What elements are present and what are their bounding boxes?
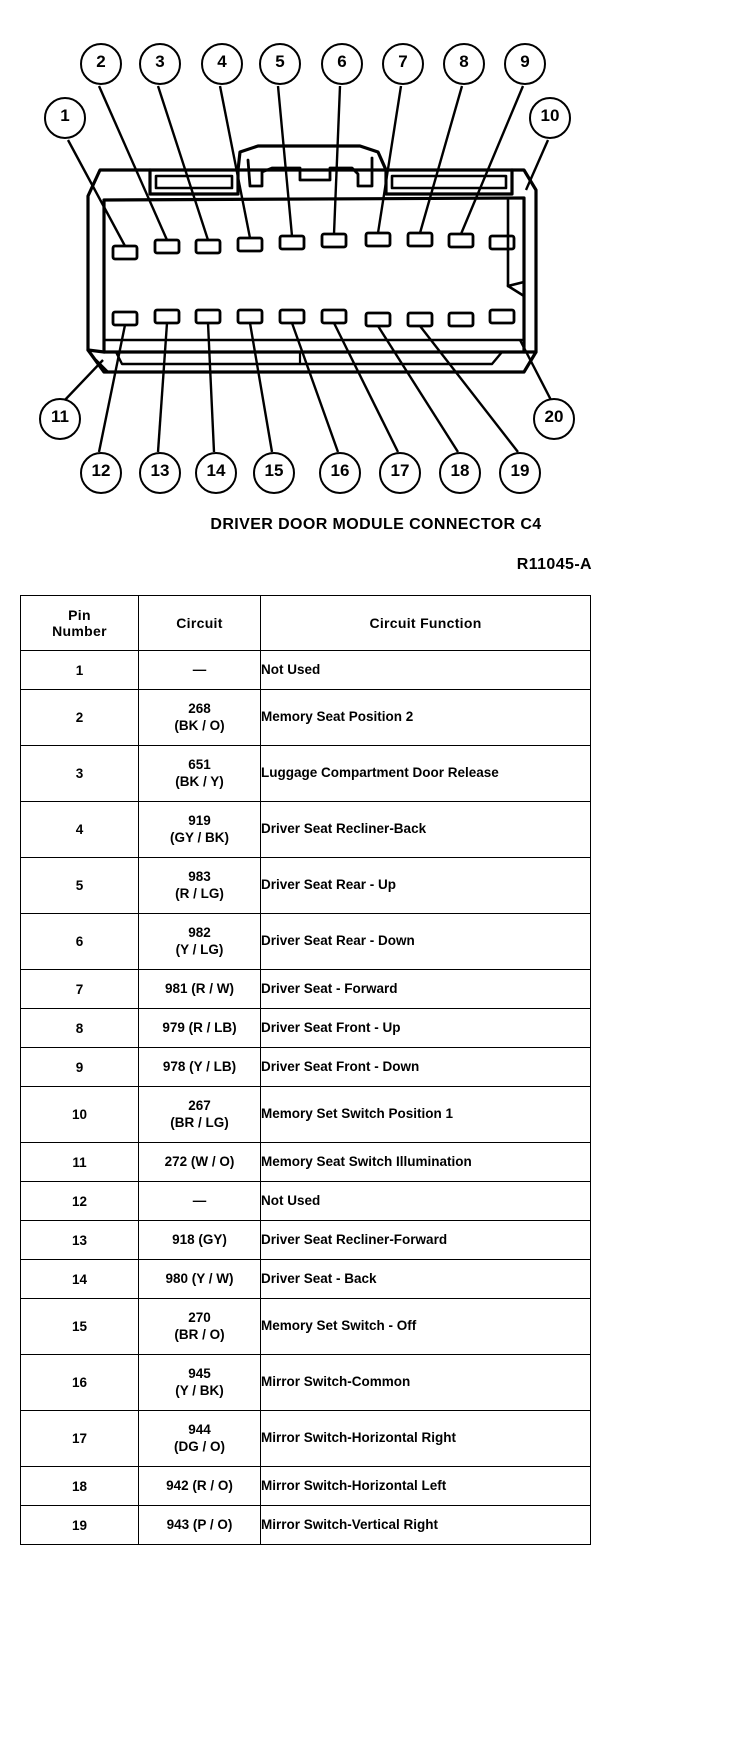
callout-pin-13: 13 xyxy=(139,452,181,494)
table-row xyxy=(21,1143,591,1182)
circuit-number: 919 xyxy=(188,812,211,828)
callout-pin-8: 8 xyxy=(443,43,485,85)
circuit-colors: (BR / LG) xyxy=(170,1114,229,1130)
cell-circuit xyxy=(139,746,261,802)
circuit-number: 267 xyxy=(188,1097,211,1113)
cell-pin-number: 16 xyxy=(21,1355,139,1411)
cell-pin-number: 18 xyxy=(21,1467,139,1506)
callout-pin-18: 18 xyxy=(439,452,481,494)
callout-pin-20: 20 xyxy=(533,398,575,440)
cell-pin-number: 19 xyxy=(21,1506,139,1545)
cell-circuit-function: Driver Seat - Forward xyxy=(261,970,591,1009)
cell-circuit xyxy=(139,1143,261,1182)
cell-circuit xyxy=(139,1411,261,1467)
pin-table xyxy=(20,595,591,1545)
callout-pin-16: 16 xyxy=(319,452,361,494)
circuit-number: 942 (R / O) xyxy=(166,1477,233,1493)
cell-circuit xyxy=(139,1355,261,1411)
circuit-number: 980 (Y / W) xyxy=(165,1270,234,1286)
cell-pin-number: 17 xyxy=(21,1411,139,1467)
circuit-number: 270 xyxy=(188,1309,211,1325)
table-row xyxy=(21,1260,591,1299)
table-body xyxy=(21,651,591,1545)
table-row xyxy=(21,1009,591,1048)
circuit-number: 979 (R / LB) xyxy=(162,1019,237,1035)
cell-circuit-function: Driver Seat Rear - Up xyxy=(261,858,591,914)
callout-pin-17: 17 xyxy=(379,452,421,494)
cell-circuit-function: Driver Seat - Back xyxy=(261,1260,591,1299)
cell-pin-number: 9 xyxy=(21,1048,139,1087)
circuit-number: 983 xyxy=(188,868,211,884)
table-header-row xyxy=(21,596,591,651)
cell-pin-number: 7 xyxy=(21,970,139,1009)
table-row xyxy=(21,1087,591,1143)
cell-circuit xyxy=(139,651,261,690)
circuit-number: — xyxy=(192,661,207,677)
cell-circuit-function: Driver Seat Front - Up xyxy=(261,1009,591,1048)
table-row xyxy=(21,651,591,690)
table-row xyxy=(21,858,591,914)
circuit-number: 651 xyxy=(188,756,211,772)
cell-circuit-function: Mirror Switch-Horizontal Left xyxy=(261,1467,591,1506)
circuit-number: 981 (R / W) xyxy=(164,980,234,996)
table-row xyxy=(21,1182,591,1221)
cell-circuit-function: Memory Seat Switch Illumination xyxy=(261,1143,591,1182)
cell-pin-number: 5 xyxy=(21,858,139,914)
table-row xyxy=(21,1411,591,1467)
cell-circuit xyxy=(139,1260,261,1299)
circuit-number: 272 (W / O) xyxy=(164,1153,235,1169)
table-row xyxy=(21,1506,591,1545)
cell-circuit-function: Driver Seat Recliner-Back xyxy=(261,802,591,858)
header-pin-line1: Pin xyxy=(68,607,91,623)
table-row xyxy=(21,1355,591,1411)
callout-pin-3: 3 xyxy=(139,43,181,85)
cell-pin-number: 14 xyxy=(21,1260,139,1299)
circuit-number: — xyxy=(192,1192,207,1208)
cell-circuit-function: Not Used xyxy=(261,651,591,690)
cell-pin-number: 13 xyxy=(21,1221,139,1260)
callout-pin-7: 7 xyxy=(382,43,424,85)
callout-pin-19: 19 xyxy=(499,452,541,494)
circuit-colors: (DG / O) xyxy=(174,1438,225,1454)
cell-pin-number: 4 xyxy=(21,802,139,858)
circuit-number: 978 (Y / LB) xyxy=(162,1058,237,1074)
cell-circuit xyxy=(139,1299,261,1355)
header-pin-line2: Number xyxy=(52,623,107,639)
header-circuit-function: Circuit Function xyxy=(261,596,591,651)
circuit-number: 944 xyxy=(188,1421,211,1437)
cell-circuit xyxy=(139,1182,261,1221)
cell-pin-number: 11 xyxy=(21,1143,139,1182)
cell-circuit xyxy=(139,914,261,970)
table-row xyxy=(21,1221,591,1260)
circuit-number: 268 xyxy=(188,700,211,716)
cell-circuit-function: Mirror Switch-Horizontal Right xyxy=(261,1411,591,1467)
cell-circuit-function: Memory Seat Position 2 xyxy=(261,690,591,746)
table-row xyxy=(21,746,591,802)
cell-circuit xyxy=(139,858,261,914)
circuit-number: 943 (P / O) xyxy=(166,1516,233,1532)
cell-circuit-function: Mirror Switch-Common xyxy=(261,1355,591,1411)
cell-circuit xyxy=(139,690,261,746)
circuit-colors: (GY / BK) xyxy=(169,829,229,845)
cell-pin-number: 1 xyxy=(21,651,139,690)
circuit-colors: (Y / LG) xyxy=(175,941,224,957)
table-row xyxy=(21,1467,591,1506)
cell-circuit-function: Memory Set Switch - Off xyxy=(261,1299,591,1355)
callout-pin-6: 6 xyxy=(321,43,363,85)
cell-circuit xyxy=(139,1087,261,1143)
connector-diagram xyxy=(0,0,752,560)
circuit-number: 945 xyxy=(188,1365,211,1381)
callout-pin-11: 11 xyxy=(39,398,81,440)
table-row xyxy=(21,914,591,970)
cell-circuit xyxy=(139,1467,261,1506)
circuit-number: 918 (GY) xyxy=(172,1231,227,1247)
table-row xyxy=(21,802,591,858)
table-row xyxy=(21,1048,591,1087)
cell-circuit-function: Driver Seat Rear - Down xyxy=(261,914,591,970)
figure-code: R11045-A xyxy=(516,556,592,573)
cell-circuit xyxy=(139,1009,261,1048)
circuit-colors: (Y / BK) xyxy=(175,1382,224,1398)
cell-circuit-function: Not Used xyxy=(261,1182,591,1221)
callout-pin-4: 4 xyxy=(201,43,243,85)
callout-pin-5: 5 xyxy=(259,43,301,85)
circuit-colors: (BR / O) xyxy=(174,1326,225,1342)
callout-pin-1: 1 xyxy=(44,97,86,139)
cell-pin-number: 10 xyxy=(21,1087,139,1143)
header-pin-number xyxy=(21,596,139,651)
circuit-colors: (BK / Y) xyxy=(175,773,224,789)
callout-pin-15: 15 xyxy=(253,452,295,494)
circuit-number: 982 xyxy=(188,924,211,940)
cell-pin-number: 12 xyxy=(21,1182,139,1221)
cell-pin-number: 3 xyxy=(21,746,139,802)
cell-circuit xyxy=(139,1506,261,1545)
header-circuit: Circuit xyxy=(139,596,261,651)
callout-pin-10: 10 xyxy=(529,97,571,139)
pin-table-wrapper xyxy=(20,595,590,1545)
cell-circuit-function: Driver Seat Recliner-Forward xyxy=(261,1221,591,1260)
cell-pin-number: 2 xyxy=(21,690,139,746)
cell-circuit xyxy=(139,802,261,858)
cell-circuit-function: Luggage Compartment Door Release xyxy=(261,746,591,802)
cell-circuit-function: Driver Seat Front - Down xyxy=(261,1048,591,1087)
cell-circuit-function: Memory Set Switch Position 1 xyxy=(261,1087,591,1143)
callout-pin-14: 14 xyxy=(195,452,237,494)
callout-pin-12: 12 xyxy=(80,452,122,494)
cell-circuit xyxy=(139,1048,261,1087)
circuit-colors: (R / LG) xyxy=(175,885,224,901)
callout-pin-2: 2 xyxy=(80,43,122,85)
callout-pin-9: 9 xyxy=(504,43,546,85)
circuit-colors: (BK / O) xyxy=(174,717,225,733)
cell-circuit xyxy=(139,970,261,1009)
table-row xyxy=(21,1299,591,1355)
figure-caption: DRIVER DOOR MODULE CONNECTOR C4 xyxy=(210,516,542,533)
table-row xyxy=(21,970,591,1009)
cell-circuit xyxy=(139,1221,261,1260)
cell-pin-number: 6 xyxy=(21,914,139,970)
table-row xyxy=(21,690,591,746)
cell-pin-number: 8 xyxy=(21,1009,139,1048)
cell-pin-number: 15 xyxy=(21,1299,139,1355)
cell-circuit-function: Mirror Switch-Vertical Right xyxy=(261,1506,591,1545)
